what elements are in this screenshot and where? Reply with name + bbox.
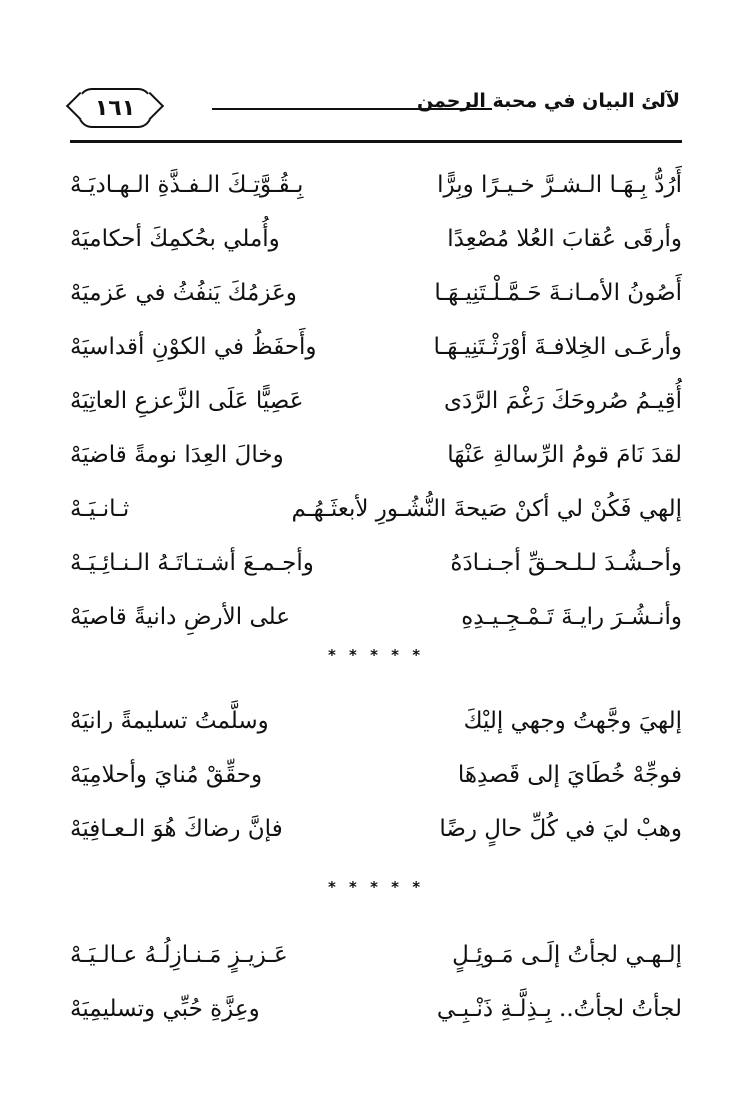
verse — [70, 212, 682, 266]
page-header — [70, 88, 682, 132]
verse-second-half: وسلَّمتُ تسليمةً رانيَهْ — [70, 708, 269, 734]
verse — [70, 266, 682, 320]
verse-second-half: عَـزيـزٍ مَـنـازِلُـهُ عـالـيَـهْ — [70, 942, 288, 968]
verse-first-half: أَرُدُّ بِـهَـا الـشـرَّ خـيـرًا وبِرًّا — [437, 172, 682, 198]
verse-second-half: وعَزمُكَ يَنفُثُ في عَزميَهْ — [70, 280, 297, 306]
verse — [70, 320, 682, 374]
page-number: ١٦١ — [94, 95, 136, 121]
stanza-separator: * * * * * — [327, 646, 425, 664]
verse-first-half: وأرعَـى الخِلافـةَ أوْرَثْـتَنِيـهَـا — [433, 334, 682, 360]
verse-first-half: وأرقَى عُقابَ العُلا مُصْعِدًا — [447, 226, 682, 252]
verse-first-half: إلـهـي لجأتُ إلَـى مَـوئِـلٍ — [452, 942, 682, 968]
verse — [70, 158, 682, 212]
stanza-1 — [70, 158, 682, 644]
verse — [70, 694, 682, 748]
verse-first-half: لجأتُ لجأتُ.. بِـذِلَّـةِ ذَنْـبِـي — [436, 996, 682, 1022]
verse-first-half: فوجِّهْ خُطَايَ إلى قَصدِهَا — [457, 762, 682, 788]
book-title: لآلئ البيان في محبة الرحمن — [416, 90, 680, 112]
verse-second-half: وخالَ العِدَا نومةً قاضيَهْ — [70, 442, 284, 468]
verse — [70, 748, 682, 802]
verse-second-half: وعِزَّةِ حُبِّي وتسليمِيَهْ — [70, 996, 260, 1022]
stanza-2 — [70, 694, 682, 856]
stanza-separator: * * * * * — [327, 878, 425, 896]
verse-second-half: وأُملي بحُكمِكَ أحكاميَهْ — [70, 226, 280, 252]
verse-second-half: ثـانـيَـهْ — [70, 496, 130, 522]
verse — [70, 802, 682, 856]
verse — [70, 982, 682, 1036]
verse-second-half: على الأرضِ دانيةً قاصيَهْ — [70, 604, 290, 630]
verse-second-half: بِـقُـوَّتِـكَ الـفـذَّةِ الـهـاديَـهْ — [70, 172, 304, 198]
verse-first-half: أُقِيـمُ صُروحَكَ رَغْمَ الرَّدَى — [443, 388, 682, 414]
verse — [70, 590, 682, 644]
stanza-3 — [70, 928, 682, 1036]
verse-first-half: وهبْ ليَ في كُلِّ حالٍ رضًا — [439, 816, 682, 842]
verse-second-half: فإنَّ رضاكَ هُوَ الـعـافِيَهْ — [70, 816, 283, 842]
verse-first-half: وأحـشُـدَ لـلـحـقِّ أجـنـادَهُ — [450, 550, 682, 576]
verse-first-half: لقدَ نَامَ قومُ الرِّسالةِ عَنْهَا — [447, 442, 682, 468]
verse-first-half: وأنـشُـرَ رايـةَ تَـمْـجِـيـدِهِ — [461, 604, 682, 630]
verse — [70, 536, 682, 590]
verse-first-half: أَصُونُ الأمـانـةَ حَـمَّـلْـتَنِيـهَـا — [434, 280, 682, 306]
page-number-frame — [78, 88, 152, 128]
verse-first-half: إلهي فَكُنْ لي أكنْ صَيحةَ النُّشُـورِ لأبعثَـهُـم — [291, 496, 682, 522]
verse-first-half: إلهيَ وجَّهتُ وجهي إليْكَ — [463, 708, 682, 734]
verse-second-half: وأجـمـعَ أشـتـاتَـهُ الـنـائِـيَـهْ — [70, 550, 314, 576]
verse — [70, 482, 682, 536]
verse — [70, 428, 682, 482]
verse — [70, 374, 682, 428]
verse-second-half: وحقِّقْ مُنايَ وأحلامِيَهْ — [70, 762, 263, 788]
header-divider — [70, 140, 682, 143]
verse-second-half: عَصِيًّا عَلَى الزَّعزعِ العاتِيَهْ — [70, 388, 304, 414]
verse — [70, 928, 682, 982]
verse-second-half: وأَحفَظُ في الكوْنِ أقداسيَهْ — [70, 334, 317, 360]
